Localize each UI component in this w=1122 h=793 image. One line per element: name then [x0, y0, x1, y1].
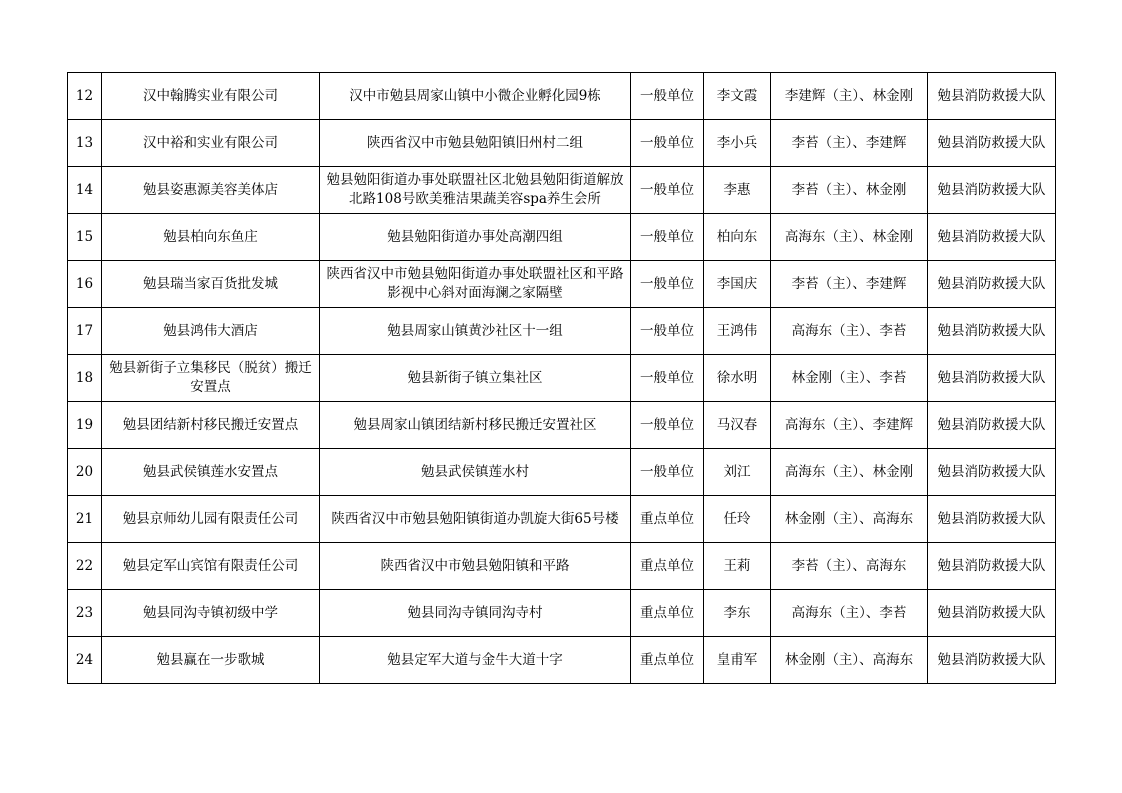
row-number-cell: 16 [68, 261, 102, 308]
unit-name-cell: 勉县武侯镇莲水安置点 [102, 449, 320, 496]
row-number-cell: 22 [68, 543, 102, 590]
table-body [68, 73, 1056, 684]
contact-person-cell: 李国庆 [704, 261, 771, 308]
row-number-cell: 18 [68, 355, 102, 402]
fire-brigade-cell: 勉县消防救援大队 [928, 73, 1056, 120]
fire-brigade-cell: 勉县消防救援大队 [928, 214, 1056, 261]
inspectors-cell: 李苔（主）、林金刚 [771, 167, 928, 214]
inspectors-cell: 高海东（主）、李苔 [771, 308, 928, 355]
unit-name-cell: 勉县姿惠源美容美体店 [102, 167, 320, 214]
unit-category-cell: 一般单位 [631, 449, 704, 496]
fire-brigade-cell: 勉县消防救援大队 [928, 590, 1056, 637]
row-number-cell: 14 [68, 167, 102, 214]
address-cell: 勉县武侯镇莲水村 [320, 449, 631, 496]
inspectors-cell: 高海东（主）、李建辉 [771, 402, 928, 449]
unit-name-cell: 勉县柏向东鱼庄 [102, 214, 320, 261]
unit-name-cell: 勉县赢在一步歌城 [102, 637, 320, 684]
table-row [68, 402, 1056, 449]
row-number-cell: 19 [68, 402, 102, 449]
table-row [68, 355, 1056, 402]
unit-name-cell: 勉县京师幼儿园有限责任公司 [102, 496, 320, 543]
fire-brigade-cell: 勉县消防救援大队 [928, 120, 1056, 167]
unit-name-cell: 勉县团结新村移民搬迁安置点 [102, 402, 320, 449]
inspectors-cell: 李苔（主）、高海东 [771, 543, 928, 590]
contact-person-cell: 柏向东 [704, 214, 771, 261]
table-row [68, 261, 1056, 308]
table-row [68, 449, 1056, 496]
contact-person-cell: 马汉春 [704, 402, 771, 449]
address-cell: 汉中市勉县周家山镇中小微企业孵化园9栋 [320, 73, 631, 120]
contact-person-cell: 王鸿伟 [704, 308, 771, 355]
unit-name-cell: 汉中裕和实业有限公司 [102, 120, 320, 167]
address-cell: 陕西省汉中市勉县勉阳镇街道办凯旋大街65号楼 [320, 496, 631, 543]
address-cell: 勉县勉阳街道办事处高潮四组 [320, 214, 631, 261]
unit-category-cell: 重点单位 [631, 637, 704, 684]
fire-brigade-cell: 勉县消防救援大队 [928, 167, 1056, 214]
inspectors-cell: 林金刚（主）、高海东 [771, 637, 928, 684]
table-row [68, 496, 1056, 543]
unit-category-cell: 重点单位 [631, 543, 704, 590]
unit-category-cell: 一般单位 [631, 73, 704, 120]
contact-person-cell: 李小兵 [704, 120, 771, 167]
unit-name-cell: 勉县瑞当家百货批发城 [102, 261, 320, 308]
row-number-cell: 23 [68, 590, 102, 637]
fire-brigade-cell: 勉县消防救援大队 [928, 543, 1056, 590]
fire-brigade-cell: 勉县消防救援大队 [928, 308, 1056, 355]
fire-brigade-cell: 勉县消防救援大队 [928, 449, 1056, 496]
unit-category-cell: 一般单位 [631, 120, 704, 167]
fire-brigade-cell: 勉县消防救援大队 [928, 261, 1056, 308]
row-number-cell: 13 [68, 120, 102, 167]
unit-table [67, 72, 1056, 684]
inspectors-cell: 高海东（主）、林金刚 [771, 449, 928, 496]
row-number-cell: 15 [68, 214, 102, 261]
unit-category-cell: 一般单位 [631, 355, 704, 402]
contact-person-cell: 任玲 [704, 496, 771, 543]
unit-category-cell: 一般单位 [631, 308, 704, 355]
row-number-cell: 12 [68, 73, 102, 120]
table-row [68, 308, 1056, 355]
unit-category-cell: 一般单位 [631, 402, 704, 449]
address-cell: 勉县新街子镇立集社区 [320, 355, 631, 402]
unit-name-cell: 勉县新街子立集移民（脱贫）搬迁安置点 [102, 355, 320, 402]
fire-brigade-cell: 勉县消防救援大队 [928, 402, 1056, 449]
unit-category-cell: 一般单位 [631, 214, 704, 261]
unit-category-cell: 一般单位 [631, 261, 704, 308]
unit-name-cell: 勉县同沟寺镇初级中学 [102, 590, 320, 637]
unit-name-cell: 勉县鸿伟大酒店 [102, 308, 320, 355]
unit-name-cell: 汉中翰腾实业有限公司 [102, 73, 320, 120]
address-cell: 陕西省汉中市勉县勉阳镇旧州村二组 [320, 120, 631, 167]
inspectors-cell: 李苔（主）、李建辉 [771, 261, 928, 308]
fire-brigade-cell: 勉县消防救援大队 [928, 496, 1056, 543]
row-number-cell: 17 [68, 308, 102, 355]
unit-category-cell: 一般单位 [631, 167, 704, 214]
address-cell: 陕西省汉中市勉县勉阳镇和平路 [320, 543, 631, 590]
unit-name-cell: 勉县定军山宾馆有限责任公司 [102, 543, 320, 590]
table-row [68, 120, 1056, 167]
table-row [68, 637, 1056, 684]
row-number-cell: 21 [68, 496, 102, 543]
fire-brigade-cell: 勉县消防救援大队 [928, 355, 1056, 402]
row-number-cell: 24 [68, 637, 102, 684]
fire-brigade-cell: 勉县消防救援大队 [928, 637, 1056, 684]
address-cell: 勉县周家山镇黄沙社区十一组 [320, 308, 631, 355]
address-cell: 勉县同沟寺镇同沟寺村 [320, 590, 631, 637]
inspectors-cell: 李建辉（主）、林金刚 [771, 73, 928, 120]
address-cell: 勉县勉阳街道办事处联盟社区北勉县勉阳街道解放北路108号欧美雅洁果蔬美容spa养生会所 [320, 167, 631, 214]
contact-person-cell: 刘江 [704, 449, 771, 496]
table-row [68, 167, 1056, 214]
unit-category-cell: 重点单位 [631, 590, 704, 637]
table-row [68, 73, 1056, 120]
inspectors-cell: 高海东（主）、林金刚 [771, 214, 928, 261]
contact-person-cell: 王莉 [704, 543, 771, 590]
contact-person-cell: 徐水明 [704, 355, 771, 402]
table-row [68, 543, 1056, 590]
table-row [68, 214, 1056, 261]
row-number-cell: 20 [68, 449, 102, 496]
inspectors-cell: 高海东（主）、李苔 [771, 590, 928, 637]
inspectors-cell: 李苔（主）、李建辉 [771, 120, 928, 167]
address-cell: 勉县定军大道与金牛大道十字 [320, 637, 631, 684]
contact-person-cell: 李惠 [704, 167, 771, 214]
inspectors-cell: 林金刚（主）、李苔 [771, 355, 928, 402]
address-cell: 陕西省汉中市勉县勉阳街道办事处联盟社区和平路影视中心斜对面海澜之家隔壁 [320, 261, 631, 308]
table-row [68, 590, 1056, 637]
inspectors-cell: 林金刚（主）、高海东 [771, 496, 928, 543]
contact-person-cell: 李文霞 [704, 73, 771, 120]
unit-category-cell: 重点单位 [631, 496, 704, 543]
contact-person-cell: 李东 [704, 590, 771, 637]
address-cell: 勉县周家山镇团结新村移民搬迁安置社区 [320, 402, 631, 449]
contact-person-cell: 皇甫军 [704, 637, 771, 684]
